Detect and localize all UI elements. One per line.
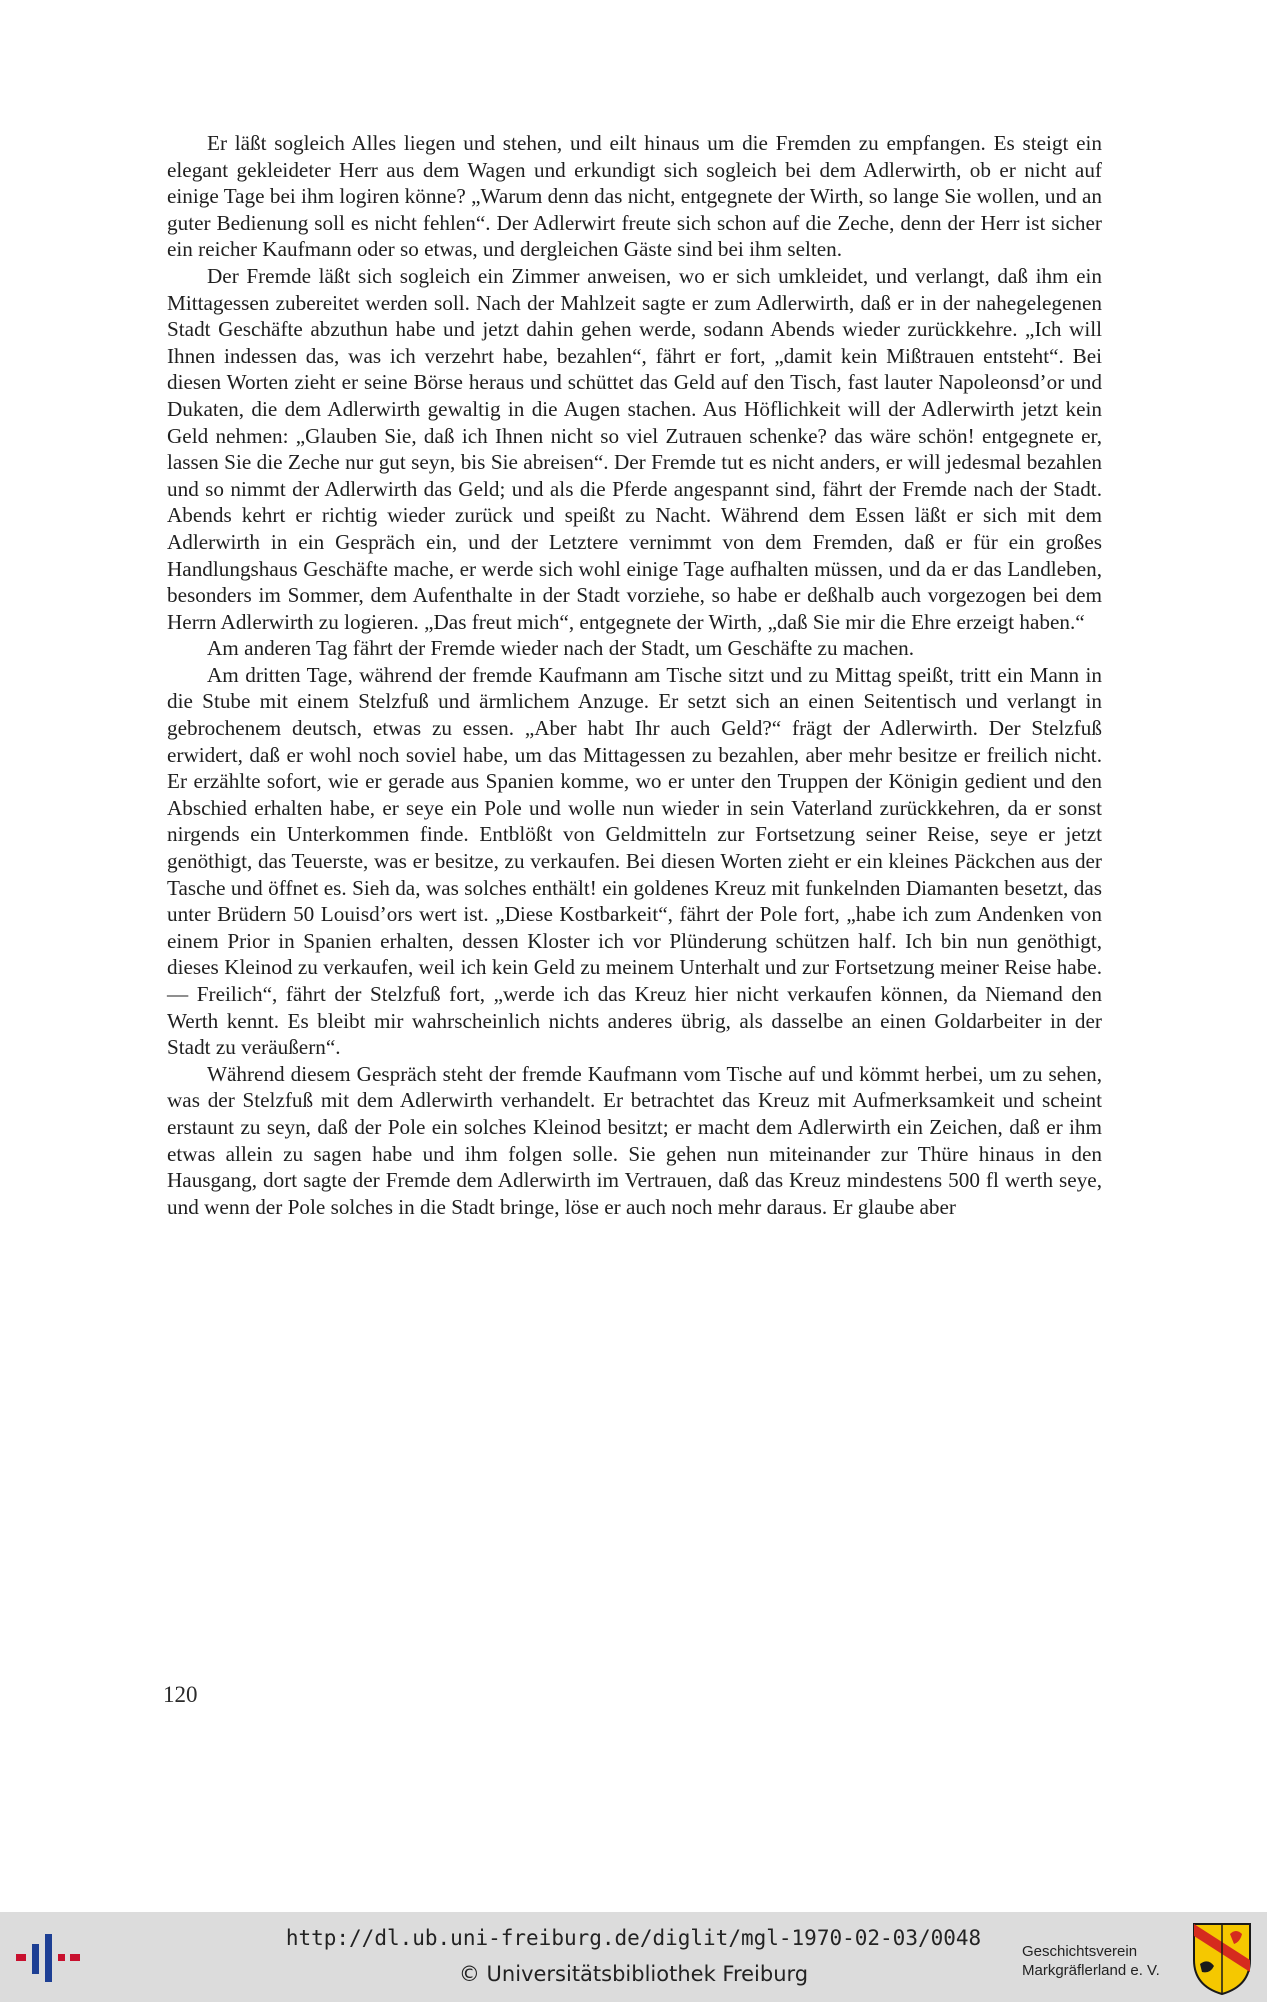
- paragraph: Der Fremde läßt sich sogleich ein Zimmer anweisen, wo er sich umkleidet, und verlangt, daß ihm ein Mittagessen zubereitet werden soll. Nach der Mahlzeit sagte er zum Adlerwirth, daß er in der nahegelegenen Stadt Geschäfte abzuthun habe und jetzt dahin gehen werde, sodann Abends wieder zurückkehre. „Ich will Ihnen indessen das, was ich verzehrt habe, bezahlen“, fährt er fort, „damit kein Mißtrauen entsteht“. Bei diesen Worten zieht er seine Börse heraus und schüttet das Geld auf den Tisch, fast lauter Napoleonsd’or und Dukaten, die dem Adlerwirth gewaltig in die Augen stachen. Aus Höflichkeit will der Adlerwirth jetzt kein Geld nehmen: „Glauben Sie, daß ich Ihnen nicht so viel Zutrauen schenke? das wäre schön! entgegnete er, lassen Sie die Zeche nur gut seyn, bis Sie abreisen“. Der Fremde tut es nicht anders, er will jedesmal bezahlen und so nimmt der Adlerwirth das Geld; und als die Pferde angespannt sind, fährt der Fremde nach der Stadt. Abends kehrt er richtig wieder zurück und speißt zu Nacht. Während dem Essen läßt er sich mit dem Adlerwirth in ein Gespräch ein, und der Letztere vernimmt von dem Fremden, daß er für ein großes Handlungshaus Geschäfte mache, er werde sich wohl einige Tage aufhalten müssen, und da er das Landleben, besonders im Sommer, dem Aufenthalte in der Stadt vorziehe, so habe er deßhalb auch vorgezogen bei dem Herrn Adlerwirth zu logieren. „Das freut mich“, entgegnete der Wirth, „daß Sie mir die Ehre erzeigt haben.“: [167, 263, 1102, 634]
- society-name-line: Geschichtsverein: [1022, 1943, 1138, 1960]
- paragraph: Während diesem Gespräch steht der fremde Kaufmann vom Tische auf und kömmt herbei, um zu sehen, was der Stelzfuß mit dem Adlerwirth verhandelt. Er betrachtet das Kreuz mit Aufmerksamkeit und scheint erstaunt zu seyn, daß der Pole ein solches Kleinod besitzt; er macht dem Adlerwirth ein Zeichen, daß er ihm etwas allein zu sagen habe und ihm folgen solle. Sie gehen nun miteinander zur Thüre hinaus in den Hausgang, dort sagte der Fremde dem Adlerwirth im Vertrauen, daß das Kreuz mindestens 500 fl werth seye, und wenn der Pole solches in die Stadt bringe, löse er auch noch mehr daraus. Er glaube aber: [167, 1061, 1102, 1219]
- document-url-link[interactable]: http://dl.ub.uni-freiburg.de/diglit/mgl-1970-02-03/0048: [285, 1926, 982, 1950]
- society-name-line: Markgräflerland e. V.: [1022, 1962, 1160, 1979]
- copyright-text: © Universitätsbibliothek Freiburg: [458, 1962, 809, 1986]
- footer-bar: [0, 1912, 1267, 2002]
- paragraph: Er läßt sogleich Alles liegen und stehen, und eilt hinaus um die Fremden zu empfangen. Es steigt ein elegant gekleideter Herr aus dem Wagen und erkundigt sich sogleich bei dem Adlerwirth, ob er nicht auf einige Tage bei ihm logiren könne? „Warum denn das nicht, entgegnete der Wirth, so lange Sie wollen, und an guter Bedienung soll es nicht fehlen“. Der Adlerwirt freute sich schon auf die Zeche, denn der Herr ist sicher ein reicher Kaufmann oder so etwas, und dergleichen Gäste sind bei ihm selten.: [167, 131, 1102, 262]
- body-text: [167, 130, 1102, 1220]
- society-name: [1022, 1942, 1182, 1980]
- page-number: 120: [163, 1682, 198, 1707]
- coat-of-arms-icon: [1190, 1920, 1254, 1996]
- paragraph: Am anderen Tag fährt der Fremde wieder nach der Stadt, um Geschäfte zu machen.: [207, 636, 915, 661]
- paragraph: Am dritten Tage, während der fremde Kaufmann am Tische sitzt und zu Mittag speißt, tritt ein Mann in die Stube mit einem Stelzfuß und ärmlichem Anzuge. Er setzt sich an einen Seitentisch und verlangt in gebrochenem deutsch, etwas zu essen. „Aber habt Ihr auch Geld?“ frägt der Adlerwirth. Der Stelzfuß erwidert, daß er wohl noch soviel habe, um das Mittagessen zu bezahlen, aber mehr besitze er freilich nicht. Er erzählte sofort, wie er gerade aus Spanien komme, wo er unter den Truppen der Königin gedient und den Abschied erhalten habe, er seye ein Pole und wolle nun wieder in sein Vaterland zurückkehren, da er sonst nirgends ein Unterkommen finde. Entblößt von Geldmitteln zur Fortsetzung seiner Reise, seye er jetzt genöthigt, das Teuerste, was er besitze, zu verkaufen. Bei diesen Worten zieht er ein kleines Päckchen aus der Tasche und öffnet es. Sieh da, was solches enthält! ein goldenes Kreuz mit funkelnden Diamanten besetzt, das unter Brüdern 50 Louisd’ors wert ist. „Diese Kostbarkeit“, fährt der Pole fort, „habe ich zum Andenken von einem Prior in Spanien erhalten, dessen Kloster ich vor Plünderung schützen half. Ich bin nun genöthigt, dieses Kleinod zu verkaufen, weil ich kein Geld zu meinem Unterhalt und zur Fortsetzung meiner Reise habe. — Freilich“, fährt der Stelzfuß fort, „werde ich das Kreuz hier nicht verkaufen können, da Niemand den Werth kennt. Es bleibt mir wahrscheinlich nichts anderes übrig, als dasselbe an einen Goldarbeiter in der Stadt zu veräußern“.: [167, 662, 1102, 1060]
